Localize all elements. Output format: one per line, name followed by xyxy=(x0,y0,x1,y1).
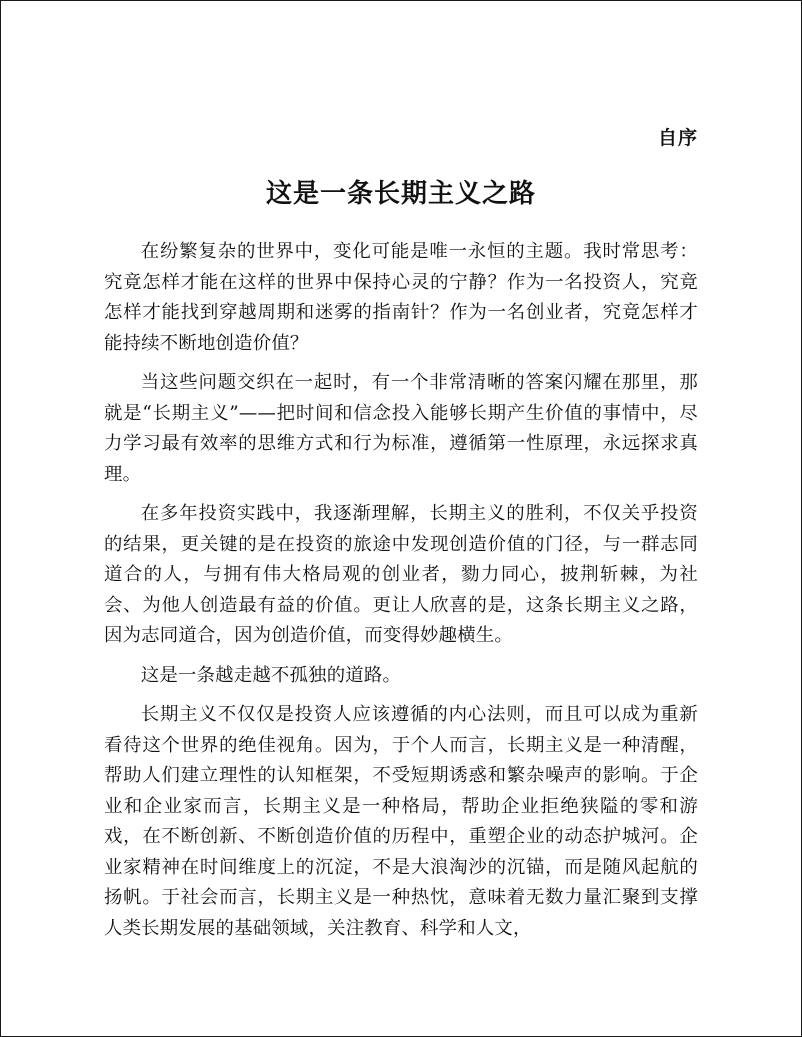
paragraph-4: 这是一条越走越不孤独的道路。 xyxy=(140,664,402,686)
section-label: 自序 xyxy=(657,127,698,149)
article-body xyxy=(104,237,698,953)
paragraph-5: 长期主义不仅仅是投资人应该遵循的内心法则，而且可以成为重新看待这个世界的绝佳视角。因为，于个人而言，长期主义是一种清醒，帮助人们建立理性的认知框架，不受短期诱惑和繁杂噪声的影响。于企业和企业家而言，长期主义是一种格局，帮助企业拒绝狭隘的零和游戏，在不断创新、不断创造价值的历程中，重塑企业的动态护城河。企业家精神在时间维度上的沉淀，不是大浪淘沙的沉锚，而是随风起航的扬帆。于社会而言，长期主义是一种热忱，意味着无数力量汇聚到支撑人类长期发展的基础领域，关注教育、科学和人文， xyxy=(104,704,698,939)
paragraph-3: 在多年投资实践中，我逐渐理解，长期主义的胜利，不仅关乎投资的结果，更关键的是在投资的旅途中发现创造价值的门径，与一群志同道合的人，与拥有伟大格局观的创业者，勠力同心，披荆斩棘，为社会、为他人创造最有益的价值。更让人欣喜的是，这条长期主义之路，因为志同道合，因为创造价值，而变得妙趣横生。 xyxy=(104,503,698,646)
paragraph-1: 在纷繁复杂的世界中，变化可能是唯一永恒的主题。我时常思考：究竟怎样才能在这样的世界中保持心灵的宁静？作为一名投资人，究竟怎样才能找到穿越周期和迷雾的指南针？作为一名创业者，究竟怎样才能持续不断地创造价值？ xyxy=(104,241,698,354)
paragraph-2: 当这些问题交织在一起时，有一个非常清晰的答案闪耀在那里，那就是“长期主义”——把时间和信念投入能够长期产生价值的事情中，尽力学习最有效率的思维方式和行为标准，遵循第一性原理，永远探求真理。 xyxy=(104,372,698,485)
article-title: 这是一条长期主义之路 xyxy=(265,179,536,209)
